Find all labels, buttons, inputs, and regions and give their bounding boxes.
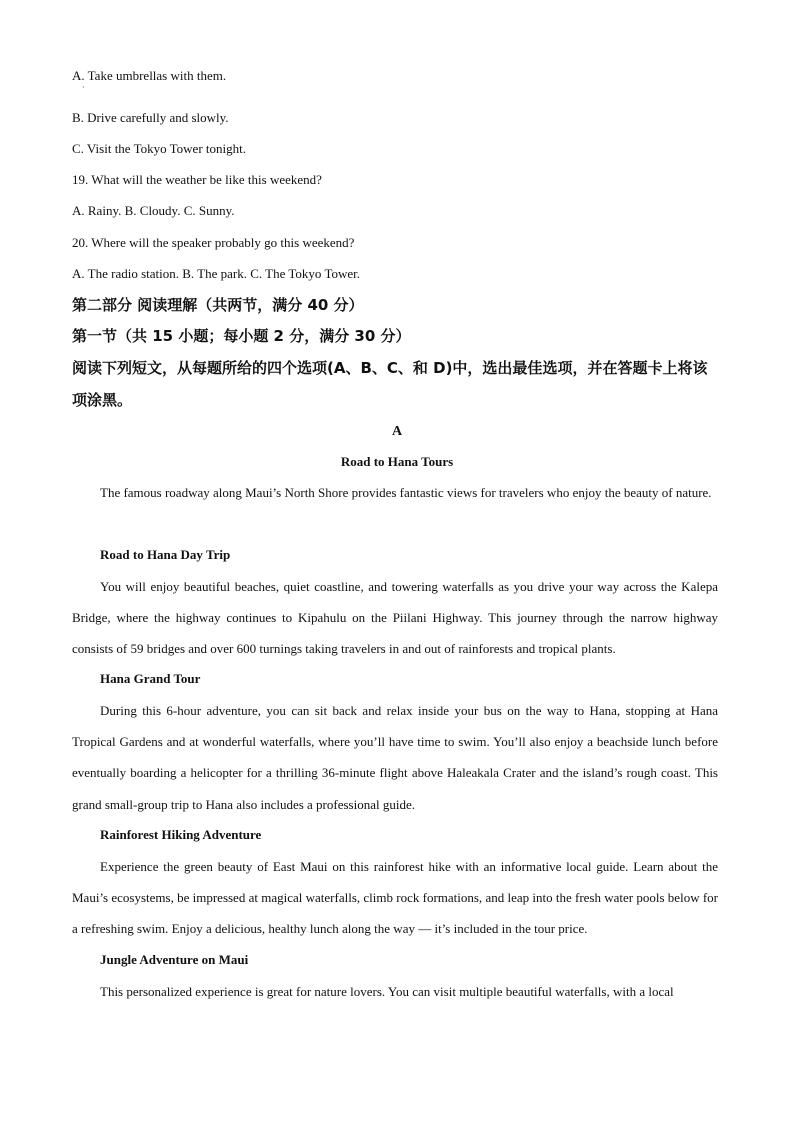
tour-name-day-trip: Road to Hana Day Trip: [100, 547, 231, 562]
q20-stem: 20. Where will the speaker probably go this weekend?: [72, 235, 355, 250]
passage-label: A: [391, 424, 403, 439]
q19-stem: 19. What will the weather be like this weekend?: [72, 172, 322, 187]
tour-description-grand-tour: During this 6-hour adventure, you can sit back and relax inside your bus on the way to Hana, stopping at Hana Tropical Gardens and at wonderful waterfalls, where you’ll have time to swim. You’ll also enjoy a beachside lunch before eventually boarding a helicopter for a thrilling 36-minute flight above Haleakala Crater and the island’s rough coast. This grand small-group trip to Hana also includes a professional guide.: [72, 703, 718, 812]
q18-option-a: A. Take umbrellas with them.: [72, 68, 227, 83]
section-heading: 第一节（共 15 小题；每小题 2 分，满分 30 分）: [72, 327, 411, 345]
passage-intro: The famous roadway along Maui’s North Shore provides fantastic views for travelers who enjoy the beauty of nature.: [100, 485, 712, 500]
passage-title: Road to Hana Tours: [340, 454, 454, 469]
instructions: 阅读下列短文，从每题所给的四个选项(A、B、C、和 D)中，选出最佳选项，并在答题卡上将该项涂黑。: [72, 359, 708, 409]
tour-description-day-trip: You will enjoy beautiful beaches, quiet coastline, and towering waterfalls as you drive your way across the Kalepa Bridge, where the highway continues to Kipahulu on the Piilani Highway. This journey through the narrow highway consists of 59 bridges and over 600 turnings taking travelers in and out of rainforests and tropical plants.: [72, 579, 718, 657]
tour-description-jungle-adventure: This personalized experience is great for nature lovers. You can visit multiple beautiful waterfalls, with a local: [100, 984, 674, 999]
stray-mark: ·: [82, 83, 85, 92]
part-heading: 第二部分 阅读理解（共两节，满分 40 分）: [72, 296, 364, 314]
tour-name-jungle-adventure: Jungle Adventure on Maui: [100, 952, 249, 967]
q20-options: A. The radio station. B. The park. C. The Tokyo Tower.: [72, 266, 360, 281]
q19-options: A. Rainy. B. Cloudy. C. Sunny.: [72, 203, 235, 218]
tour-description-rainforest-hiking: Experience the green beauty of East Maui on this rainforest hike with an informative local guide. Learn about the Maui’s ecosystems, be impressed at magical waterfalls, climb rock formations, and leap into the fresh water pools below for a refreshing swim. Enjoy a delicious, healthy lunch along the way — it’s included in the tour price.: [72, 859, 718, 937]
tour-name-grand-tour: Hana Grand Tour: [100, 671, 201, 686]
q18-option-c: C. Visit the Tokyo Tower tonight.: [72, 141, 246, 156]
tour-name-rainforest-hiking: Rainforest Hiking Adventure: [100, 827, 262, 842]
q18-option-b: B. Drive carefully and slowly.: [72, 110, 229, 125]
